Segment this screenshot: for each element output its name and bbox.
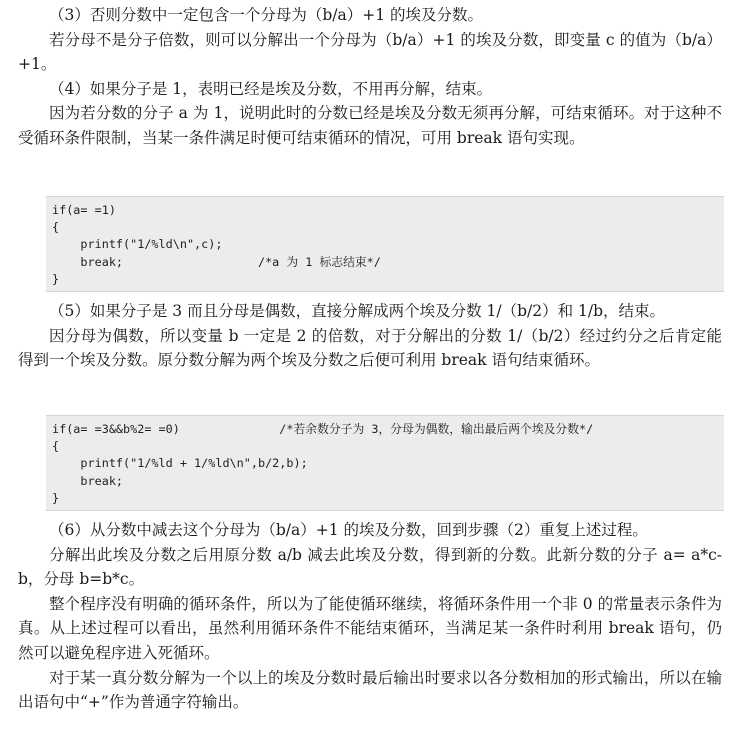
step-3-heading: （3）否则分数中一定包含一个分母为（b/a）+1 的埃及分数。 — [49, 6, 484, 24]
step-5-section — [18, 299, 722, 373]
step-3-section — [18, 3, 722, 151]
step-6-paragraph: 分解出此埃及分数之后用原分数 a/b 减去此埃及分数，得到新的分数。此新分数的分子 a= a*c-b，分母 b=b*c。 — [18, 545, 722, 589]
code-listing: if(a= =1) { printf("1/%ld\n",c); break; /*a 为 1 标志结束*/ } — [52, 203, 381, 286]
step-3-paragraph: 若分母不是分子倍数，则可以分解出一个分母为（b/a）+1 的埃及分数，即变量 c 的值为（b/a）+1。 — [18, 30, 722, 74]
output-format-paragraph: 对于某一真分数分解为一个以上的埃及分数时最后输出时要求以各分数相加的形式输出，所以在输出语句中“+”作为普通字符输出。 — [18, 668, 722, 712]
code-listing: if(a= =3&&b%2= =0) /*若余数分子为 3，分母为偶数，输出最后两个埃及分数*/ { printf("1/%ld + 1/%ld\n",b/2,b); break; } — [52, 422, 594, 505]
step-4-paragraph: 因为若分数的分子 a 为 1，说明此时的分数已经是埃及分数无须再分解，可结束循环。对于这种不受循环条件限制，当某一条件满足时便可结束循环的情况，可用 break 语句实现。 — [18, 104, 722, 147]
code-block-break-on-one — [46, 196, 724, 292]
step-6-section — [18, 518, 722, 715]
step-5-heading: （5）如果分子是 3 而且分母是偶数，直接分解成两个埃及分数 1/（b/2）和 1/b，结束。 — [49, 302, 666, 320]
step-6-heading: （6）从分数中减去这个分母为（b/a）+1 的埃及分数，回到步骤（2）重复上述过程。 — [49, 521, 648, 539]
code-block-break-on-three — [46, 415, 724, 511]
step-4-heading: （4）如果分子是 1，表明已经是埃及分数，不用再分解，结束。 — [49, 79, 493, 98]
loop-explanation-paragraph: 整个程序没有明确的循环条件，所以为了能使循环继续，将循环条件用一个非 0 的常量表示条件为真。从上述过程可以看出，虽然利用循环条件不能结束循环，当满足某一条件时利用 break 语句，仍然可以避免程序进入死循环。 — [18, 594, 722, 662]
step-5-paragraph: 因分母为偶数，所以变量 b 一定是 2 的倍数，对于分解出的分数 1/（b/2）经过约分之后肯定能得到一个埃及分数。原分数分解为两个埃及分数之后便可利用 break 语句结束循环。 — [18, 326, 722, 370]
